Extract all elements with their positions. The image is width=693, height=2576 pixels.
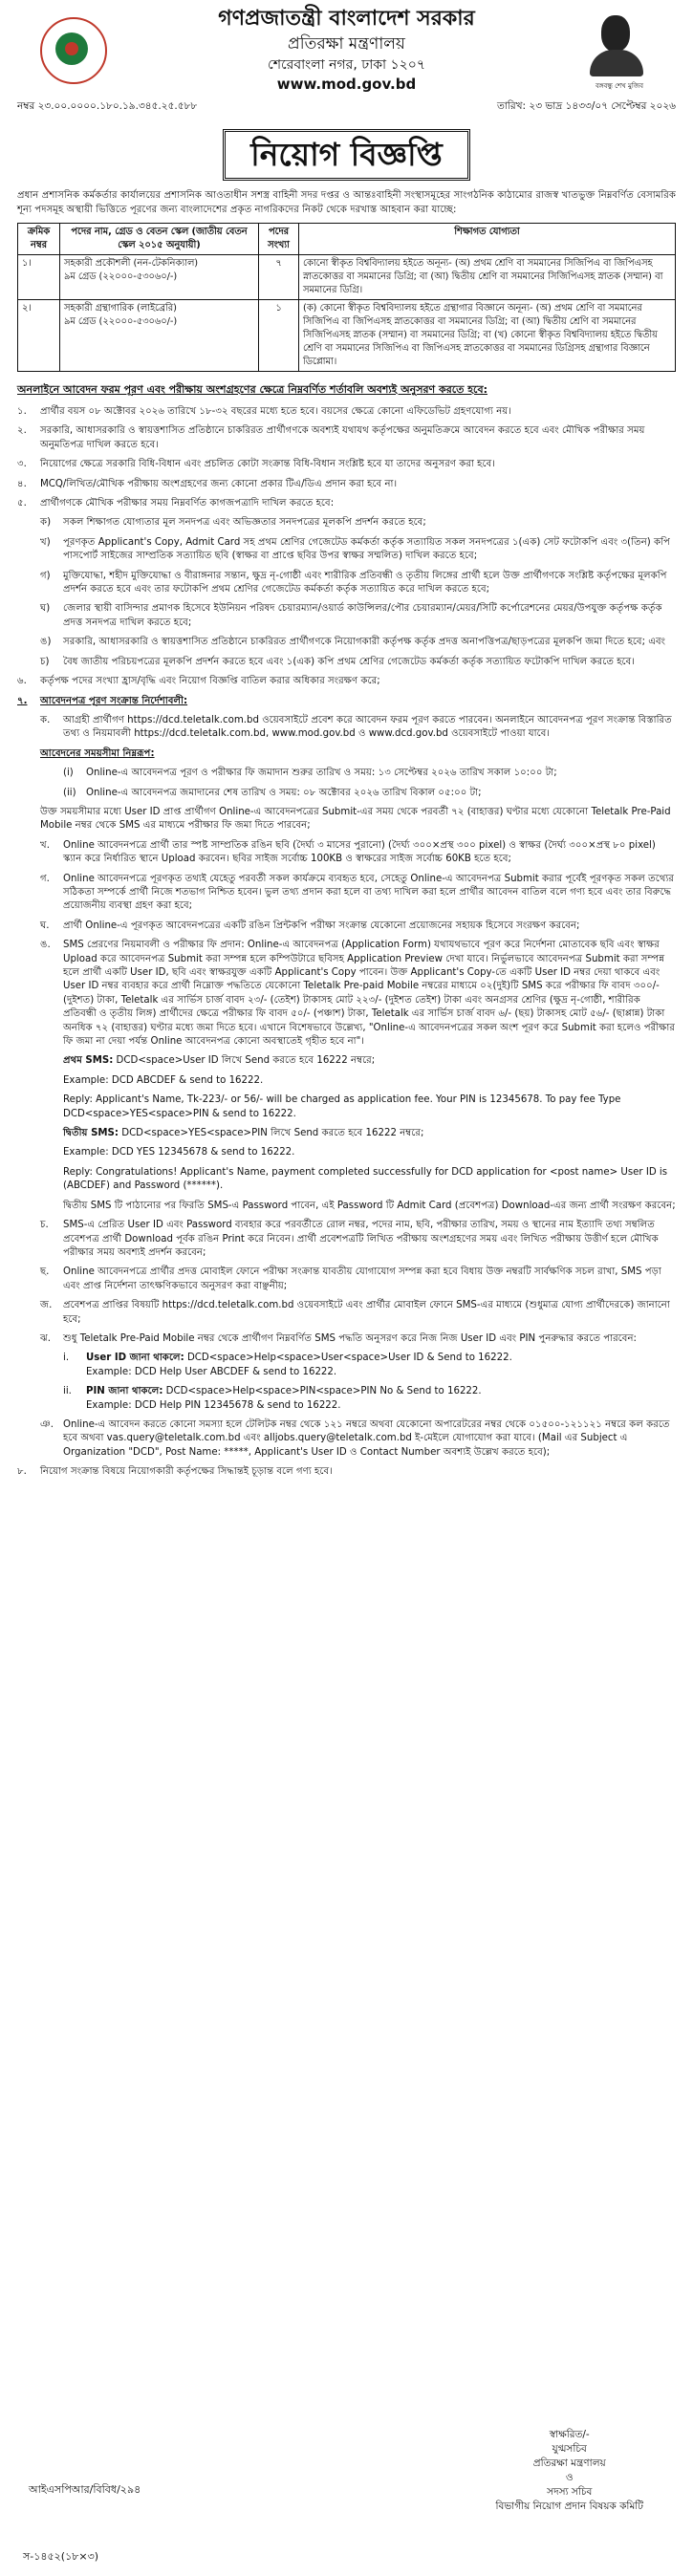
list-item: ২. সরকারি, আধাসরকারি ও স্বায়ত্তশাসিত প্রতিষ্ঠানে চাকরিরত প্রার্থীগণকে অবশ্যই যথাযথ কর্তৃপক্ষের অনুমতিক্রমে আবেদন করতে হবে এবং মৌখিক পরীক্ষার সময় অনুমতিপত্র দাখিল করতে হবে। [17,425,645,450]
notice-date: তারিখ: ২৩ ভাদ্র ১৪৩৩/০৭ সেপ্টেম্বর ২০২৬ [496,100,676,112]
instruction-item: ছ. Online আবেদনপত্রে প্রার্থীর প্রদত্ত মোবাইল ফোনে পরীক্ষা সংক্রান্ত যাবতীয় যোগাযোগ সম্পন্ন করা হবে বিধায় উক্ত নম্বরটি সার্বক্ষণিক সচল রাখা, SMS পড়া এবং প্রাপ্ত নির্দেশনা তাৎক্ষণিকভাবে অনুসরণ করা বাঞ্ছনীয়; [40,1266,661,1291]
posts-table [17,223,676,372]
ministry-name: প্রতিরক্ষা মন্ত্রণালয় [288,34,405,54]
sms-after-note: দ্বিতীয় SMS টি পাঠানোর পর ফিরতি SMS-এ Password পাবেন, এই Password টি Admit Card (প্রবেশপত্র) Download-এর জন্য প্রার্থী সংরক্ষণ করবেন; [63,1200,676,1211]
sub-item: খ) পূরণকৃত Applicant's Copy, Admit Card সহ প্রথম শ্রেণির গেজেটেড কর্মকর্তা কর্তৃক সত্যায়িত সকল সনদপত্রের ১(এক) সেট ফটোকপি এবং ৩(তিন) কপি পাসপোর্ট সাইজের সাম্প্রতিক সত্যায়িত ছবি (স্বাক্ষর বা প্রাপ্তে ছবির উপর স্বাক্ষর সম্মলিত) দাখিল করতে হবে; [40,536,670,562]
row-number: ১। [18,255,60,300]
list-item: ৪. MCQ/লিখিত/মৌখিক পরীক্ষায় অংশগ্রহণের জন্য কোনো প্রকার টিএ/ডিএ প্রদান করা হবে না। [17,478,398,489]
list-item: ৩. নিয়োগের ক্ষেত্রে সরকারি বিধি-বিধান এবং প্রচলিত কোটা সংক্রান্ত বিধি-বিধান সংশ্লিষ্ট হবে যা তাদের অনুসরণ করা হবে। [17,459,495,470]
post-qualification: (ক) কোনো স্বীকৃত বিশ্ববিদ্যালয় হইতে গ্রন্থাগার বিজ্ঞানে অনূন্য- (অ) প্রথম শ্রেণি বা সমমানের সিজিপিএ বা জিপিএসহ স্নাতকোত্তর বা সমমানের ডিগ্রি; বা (আ) দ্বিতীয় শ্রেণি বা সমমানের সিজিপিএসহ স্নাতক (সম্মান) বা সমমানের ডিগ্রি; বা (খ) কোনো স্বীকৃত বিশ্ববিদ্যালয় হইতে দ্বিতীয় শ্রেণি বা সমমানের সিজিপিএ বা জিপিএসহ স্নাতকোত্তর বা সমমানের ডিগ্রিসহ গ্রন্থাগার বিজ্ঞানে ডিপ্লোমা। [299,300,676,372]
signature-line: বিভাগীয় নিয়োগ প্রদান বিষয়ক কমিটি [495,2500,643,2512]
timeline-item: (ii) Online-এ আবেদনপত্র জমাদানের শেষ তারিখ ও সময়: ০৮ অক্টোবর ২০২৬ তারিখ বিকাল ০৫:০০ টা; [63,787,482,798]
intro-paragraph: প্রধান প্রশাসনিক কর্মকর্তার কার্যালয়ের প্রশাসনিক আওতাধীন সশস্ত্র বাহিনী সদর দপ্তর ও আন্তঃবাহিনী সংস্থাসমূহের সাংগঠনিক কাঠামোর রাজস্ব খাতভুক্ত নিম্নবর্ণিত বেসামরিক শূন্য পদসমূহ অস্থায়ী ভিত্তিতে পূরণের জন্য বাংলাদেশের প্রকৃত নাগরিকদের নিকট থেকে দরখাস্ত আহবান করা যাচ্ছে: [17,190,676,215]
sub-item: ঘ) জেলার স্থায়ী বাসিন্দার প্রমাণক হিসেবে ইউনিয়ন পরিষদ চেয়ারম্যান/ওয়ার্ড কাউন্সিলর/পৌর চেয়ারম্যান/মেয়র/সিটি কর্পোরেশনের মেয়র/উপযুক্ত কর্তৃপক্ষ কর্তৃক প্রদত্ত সনদপত্র দাখিল করতে হবে; [40,603,662,628]
post-name: সহকারী গ্রন্থাগারিক (লাইব্রেরি) [64,303,177,314]
instruction-item: গ. Online আবেদনপত্রে পূরণকৃত তথ্যই যেহেতু পরবর্তী সকল কার্যক্রমে ব্যবহৃত হবে, সেহেতু Online-এ আবেদনপত্র Submit করার পূর্বেই পূরণকৃত সকল তথ্যের সঠিকতা সম্পর্কে প্রার্থী নিজে শতভাগ নিশ্চিত হবেন। ভুল তথ্য প্রদান করা হলে বা তথ্য দাখিল করা হলে প্রার্থীর আবেদন বাতিল বলে গণ্য হবে এবং তার বিরুদ্ধে প্রয়োজনীয় ব্যবস্থা গ্রহণ করা হবে; [40,873,675,912]
sub-item: ক) সকল শিক্ষাগত যোগ্যতার মূল সনদপত্র এবং অভিজ্ঞতার সনদপত্রের মূলকপি প্রদর্শন করতে হবে; [40,517,426,529]
govt-emblem-icon [40,17,107,84]
row-number: ২। [18,300,60,372]
post-qualification: কোনো স্বীকৃত বিশ্ববিদ্যালয় হইতে অনূন্য- (অ) প্রথম শ্রেণি বা সমমানের সিজিপিএ বা জিপিএসহ স্নাতকোত্তর বা সমমানের ডিগ্রি; বা (আ) দ্বিতীয় শ্রেণি বা সমমানের সিজিপিএসহ স্নাতক (সম্মান) বা সমমানের ডিগ্রি। [299,255,676,300]
timeline-heading: আবেদনের সময়সীমা নিম্নরূপ: [40,747,155,759]
recover-pin: ii. PIN জানা থাকলে: DCD<space>Help<space>PIN<space>PIN No & Send to 16222. Example: DCD Help PIN 12345678 & send to 16222. [63,1386,482,1411]
signature-line: সদস্য সচিব [547,2486,593,2498]
address: শেরেবাংলা নগর, ঢাকা ১২০৭ [268,57,425,73]
signature-block [496,2428,643,2514]
sms-first-reply: Reply: Applicant's Name, Tk-223/- or 56/- will be charged as application fee. Your PIN is 12345678. To pay fee Type DCD<space>YES<space>PIN & send to 16222. [63,1094,621,1119]
table-header: ক্রমিক নম্বর [18,224,60,255]
reference-number: নম্বর ২৩.০০.০০০০.১৮০.১৯.৩৪৫.২৫.৫৮৮ [17,100,198,112]
recover-userid: i. User ID জানা থাকলে: DCD<space>Help<space>User<space>User ID & Send to 16222. Example: DCD Help User ABCDEF & send to 16222. [63,1353,512,1377]
signature-line: যুগ্মসচিব [552,2443,587,2455]
sms-second-example: Example: DCD YES 12345678 & send to 16222. [63,1147,295,1158]
list-item: ৬. কর্তৃপক্ষ পদের সংখ্যা হ্রাস/বৃদ্ধি এবং নিয়োগ বিজ্ঞপ্তি বাতিল করার অধিকার সংরক্ষণ করে; [17,676,380,687]
post-count: ১ [259,300,299,372]
instruction-item: চ. SMS-এ প্রেরিত User ID এবং Password ব্যবহার করে পরবর্তীতে রোল নম্বর, পদের নাম, ছবি, পরীক্ষার তারিখ, সময় ও স্থানের নাম ইত্যাদি তথ্য সম্বলিত প্রবেশপত্র প্রার্থী Download পূর্বক রঙিন Print করে নিবেন। প্রার্থী প্রবেশপত্রটি লিখিত পরীক্ষায় অংশগ্রহণের সময় এবং লিখিত পরীক্ষায় উত্তীর্ণ হলে মৌখিক পরীক্ষার সময় অবশ্যই প্রদর্শন করবেন; [40,1220,659,1258]
timeline-item: (i) Online-এ আবেদনপত্র পূরণ ও পরীক্ষার ফি জমাদান শুরুর তারিখ ও সময়: ১৩ সেপ্টেম্বর ২০২৬ তারিখ সকাল ১০:০০ টা; [63,768,557,779]
instruction-item: ঙ. SMS প্রেরণের নিয়মাবলী ও পরীক্ষার ফি প্রদান: Online-এ আবেদনপত্র (Application Form) যথাযথভাবে পূরণ করে নির্দেশনা মোতাবেক ছবি এবং স্বাক্ষর Upload করে আবেদনপত্র Submit করা সম্পন্ন হলে কম্পিউটারে ছবিসহ Application Preview দেখা যাবে। নির্ভুলভাবে আবেদনপত্র Submit করা সম্পন্ন হলে প্রার্থী একটি User ID, ছবি এবং স্বাক্ষরযুক্ত একটি Applicant's Copy পাবেন। উক্ত Applicant's Copy-তে একটি User ID নম্বর দেয়া থাকবে এবং User ID নম্বর ব্যবহার করে প্রার্থী নিম্নোক্ত পদ্ধতিতে যেকোনো Teletalk Pre-paid Mobile নম্বরের মাধ্যমে ০২(দুই)টি SMS করে পরীক্ষার ফি বাবদ ৩০০/- (দুইশত) টাকা, Teletalk এর সার্ভিস চার্জ বাবদ ২৩/- (তেইশ) টাকাসহ মোট ২২৩/- (দুইশত তেইশ) টাকা এবং অনগ্রসর শ্রেণির (ক্ষুদ্র নৃ-গোষ্ঠী, শারীরিক প্রতিবন্ধী ও তৃতীয় লিঙ্গ) প্রার্থীদের ক্ষেত্রে পরীক্ষার ফি বাবদ ৫০/- (পঞ্চাশ) টাকা, Teletalk এর সার্ভিস চার্জ বাবদ ৬/- (ছয়) টাকাসহ মোট ৫৬/- (ছাপ্পান্ন) টাকা অনধিক ৭২ (বাহাত্তর) ঘণ্টার মধ্যে জমা দিতে হবে। এখানে বিশেষভাবে উল্লেখ্য, "Online-এ আবেদনপত্রের সকল অংশ পূরণ করে Submit করা হলেও পরীক্ষার ফি জমা না দেয়া পর্যন্ত Online আবেদনপত্র কোনো অবস্থাতেই গৃহীত হবে না"। [40,940,675,1048]
table-header: শিক্ষাগত যোগ্যতা [299,224,676,255]
website-link[interactable]: www.mod.gov.bd [276,76,417,93]
post-grade: ৯ম গ্রেড (২২০০০-৫৩০৬০/-) [64,316,178,327]
table-header: পদের সংখ্যা [259,224,299,255]
table-row [18,300,676,372]
list-item: ১. প্রার্থীর বয়স ০৮ অক্টোবর ২০২৬ তারিখে ১৮-৩২ বছরের মধ্যে হতে হবে। বয়সের ক্ষেত্রে কোনো এফিডেভিট গ্রহণযোগ্য নয়। [17,406,511,417]
sms-first-example: Example: DCD ABCDEF & send to 16222. [63,1074,264,1086]
list-item: ৭. আবেদনপত্র পূরণ সংক্রান্ত নির্দেশাবলী: [17,695,188,706]
instruction-item: ঝ. শুধু Teletalk Pre-Paid Mobile নম্বর থেকে প্রার্থীগণ নিম্নবর্ণিত SMS পদ্ধতি অনুসরণ করে নিজ নিজ User ID এবং PIN পুনরুদ্ধার করতে পারবেন: [40,1332,637,1344]
ispr-reference: আইএসপিআর/বিবিধ/২৯৪ [29,2483,141,2496]
sub-item: চ) বৈধ জাতীয় পরিচয়পত্রের মূলকপি প্রদর্শন করতে হবে এবং ১(এক) কপি প্রথম শ্রেণির গেজেটেড কর্মকর্তা কর্তৃক সত্যায়িত ফটোকপি দাখিল করতে হবে। [40,656,635,667]
signature-line: প্রতিরক্ষা মন্ত্রণালয় [532,2457,606,2469]
rules-heading: অনলাইনে আবেদন ফরম পূরণ এবং পরীক্ষায় অংশগ্রহণের ক্ষেত্রে নিম্নবর্ণিত শর্তাবলি অবশ্যই অনুসরণ করতে হবে: [17,383,487,396]
instruction-item: জ. প্রবেশপত্র প্রাপ্তির বিষয়টি https://dcd.teletalk.com.bd ওয়েবসাইটে এবং প্রার্থীর মোবাইল ফোনে SMS-এর মাধ্যমে (শুধুমাত্র যোগ্য প্রার্থীদেরকে) জানানো হবে; [40,1300,670,1325]
footer-code: স-১৪৫২(১৮×৩) [23,2550,99,2563]
list-item: ৮. নিয়োগ সংক্রান্ত বিষয়ে নিয়োগকারী কর্তৃপক্ষের সিদ্ধান্তই চূড়ান্ত বলে গণ্য হবে। [17,1466,333,1478]
portrait-caption: বঙ্গবন্ধু শেখ মুজিব [595,82,644,90]
post-grade: ৯ম গ্রেড (২২০০০-৫৩০৬০/-) [64,271,178,282]
instruction-item: খ. Online আবেদনপত্রে প্রার্থী তার স্পষ্ট সাম্প্রতিক রঙিন ছবি (দৈর্ঘ্য ৩ মাসের পুরানো) (দৈর্ঘ্য ৩০০×প্রস্থ ৩০০ pixel) ও স্বাক্ষর (দৈর্ঘ্য ৩০০×প্রস্থ ৮০ pixel) স্ক্যান করে নির্ধারিত স্থানে Upload করবেন। ছবির সাইজ সর্বোচ্চ 100KB ও স্বাক্ষরের সাইজ সর্বোচ্চ 60KB হতে হবে; [40,839,656,865]
list-item: ৫. প্রার্থীগণকে মৌখিক পরীক্ষার সময় নিম্নবর্ণিত কাগজপত্রাদি দাখিল করতে হবে: [17,498,335,509]
sub-item: গ) মুক্তিযোদ্ধা, শহীদ মুক্তিযোদ্ধা ও বীরাঙ্গনার সন্তান, ক্ষুদ্র নৃ-গোষ্ঠী এবং শারীরিক প্রতিবন্ধী ও তৃতীয় লিঙ্গের প্রার্থী হলে উক্ত প্রার্থীগণকে সংশ্লিষ্ট কর্তৃপক্ষের মূলকপি প্রদর্শন করতে হবে এবং তার ফটোকপি প্রথম শ্রেণির গেজেটেড কর্মকর্তা কর্তৃক সত্যায়িত করে দাখিল করতে হবে; [40,570,667,595]
portrait-image [584,11,655,92]
table-header: পদের নাম, গ্রেড ও বেতন স্কেল (জাতীয় বেতন স্কেল ২০১৫ অনুযায়ী) [60,224,259,255]
post-count: ৭ [259,255,299,300]
table-row [18,255,676,300]
reference-row [17,99,676,116]
instruction-item: ঘ. প্রার্থী Online-এ পূরণকৃত আবেদনপত্রের একটি রঙিন প্রিন্টকপি পরীক্ষা সংক্রান্ত যেকোনো প্রয়োজনের সহায়ক হিসেবে সংরক্ষণ করবেন; [40,920,580,931]
page-title: নিয়োগ বিজ্ঞপ্তি [223,129,469,181]
signature-line: স্বাক্ষরিত/- [549,2429,590,2440]
sub-item: ঙ) সরকারি, আধাসরকারি ও স্বায়ত্তশাসিত প্রতিষ্ঠানে চাকরিরত প্রার্থীগণকে নিয়োগকারী কর্তৃপক্ষ কর্তৃক প্রদত্ত অনাপত্তিপত্র/ছাড়পত্রের মূলকপি জমা দিতে হবে; এবং [40,637,666,648]
header [17,0,676,94]
signature-line: ও [565,2472,574,2483]
instruction-item: ঞ. Online-এ আবেদন করতে কোনো সমস্যা হলে টেলিটক নম্বর থেকে ১২১ নম্বরে অথবা যেকোনো অপারেটরের নম্বর থেকে ০১৫০০-১২১১২১ নম্বরে কল করতে হবে অথবা vas.query@teletalk.com.bd এবং alljobs.query@teletalk.com.bd ই-মেইলে যোগাযোগ করা যাবে। (Mail এর Subject এ Organization "DCD", Post Name: *****, Applicant's User ID ও Contact Number অবশ্যই উল্লেখ করতে হবে); [40,1418,670,1458]
sms-second-reply: Reply: Congratulations! Applicant's Name, payment completed successfully for DCD application for <post name> User ID is (ABCDEF) and Password (******). [63,1166,668,1192]
sms-second: দ্বিতীয় SMS: DCD<space>YES<space>PIN লিখে Send করতে হবে 16222 নম্বরে; [63,1128,424,1139]
apply-item: ক. আগ্রহী প্রার্থীগণ https://dcd.teletalk.com.bd ওয়েবসাইটে প্রবেশ করে আবেদন ফরম পূরণ করতে পারবেন। অনলাইনে আবেদনপত্র পূরণ সংক্রান্ত বিস্তারিত তথ্য ও নিয়মাবলী https://dcd.teletalk.com.bd, www.mod.gov.bd ও www.dcd.gov.bd ওয়েবসাইটে পাওয়া যাবে। [40,714,672,740]
post-name: সহকারী প্রকৌশলী (নন-টেকনিক্যাল) [64,258,199,269]
sms-first: প্রথম SMS: DCD<space>User ID লিখে Send করতে হবে 16222 নম্বরে; [63,1055,376,1067]
gov-name: গণপ্রজাতন্ত্রী বাংলাদেশ সরকার [218,7,475,31]
timeline-note: উক্ত সময়সীমার মধ্যে User ID প্রাপ্ত প্রার্থীগণ Online-এ আবেদনপত্রের Submit-এর সময় থেকে পরবর্তী ৭২ (বাহাত্তর) ঘণ্টার মধ্যে যেকোনো Teletalk Pre-Paid Mobile নম্বর থেকে SMS এর মাধ্যমে পরীক্ষার ফি জমা দিতে পারবেন; [40,806,671,832]
